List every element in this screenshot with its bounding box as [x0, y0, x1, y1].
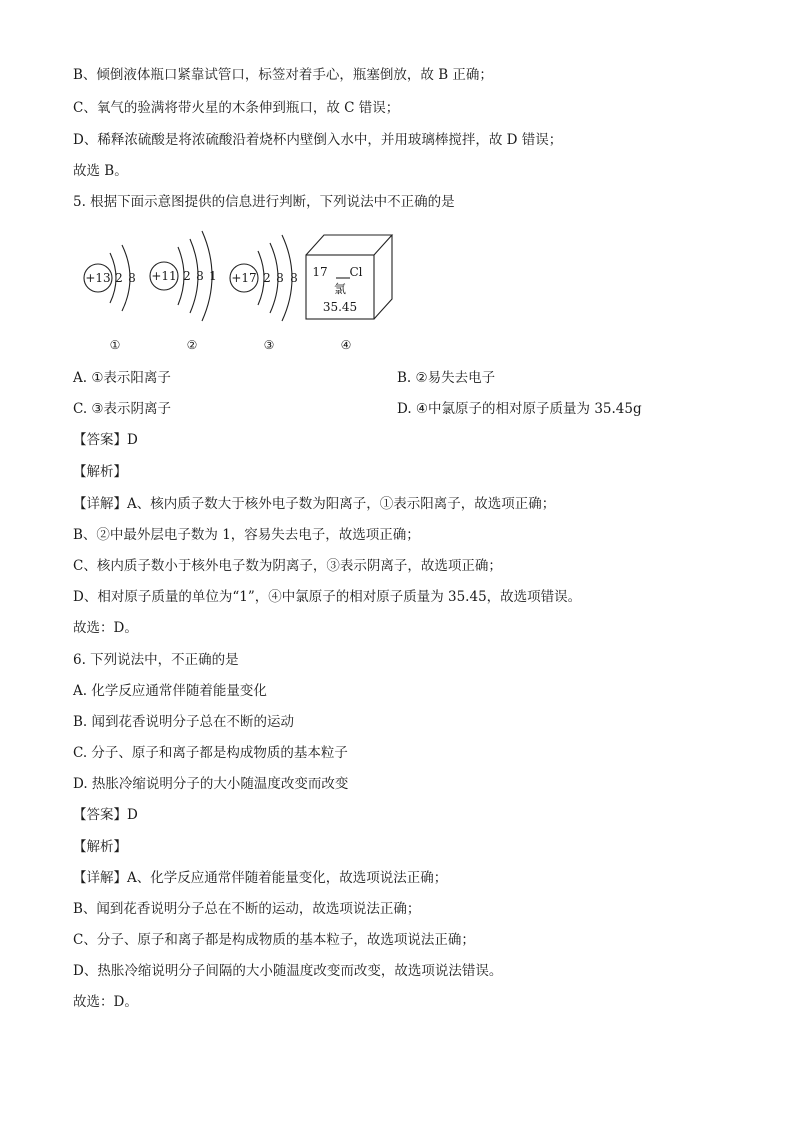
question-stem: 5. 根据下面示意图提供的信息进行判断，下列说法中不正确的是	[73, 194, 455, 210]
element-name: 氯	[333, 282, 347, 296]
text-line: C、氧气的验满将带火星的木条伸到瓶口，故 C 错误；	[73, 100, 400, 116]
option-a: A. ①表示阳离子	[73, 370, 171, 386]
shell-electrons: 8	[276, 271, 284, 285]
shell-electrons: 2	[115, 271, 123, 285]
shell-electrons: 2	[263, 271, 271, 285]
analysis-heading: 【解析】	[73, 839, 127, 855]
element-cube-top	[306, 235, 392, 255]
atomic-structure-figure	[70, 225, 410, 360]
nucleus-charge: +17	[231, 271, 257, 285]
detail-line: 【详解】A、核内质子数大于核外电子数为阳离子，①表示阳离子，故选项正确；	[73, 496, 556, 512]
detail-line: D、热胀冷缩说明分子间隔的大小随温度改变而改变，故选项说法错误。	[73, 963, 503, 979]
detail-line: 故选：D。	[73, 994, 138, 1010]
answer-line: 【答案】D	[73, 807, 138, 823]
figure-label: ②	[186, 338, 198, 352]
detail-line: 故选：D。	[73, 620, 138, 636]
detail-line: C、分子、原子和离子都是构成物质的基本粒子，故选项说法正确；	[73, 932, 475, 948]
atom-diagrams	[70, 225, 410, 360]
atomic-mass: 35.45	[322, 300, 358, 314]
figure-label: ④	[340, 338, 352, 352]
shell-electrons: 8	[128, 271, 136, 285]
option-a: A. 化学反应通常伴随着能量变化	[73, 683, 267, 699]
detail-line: B、闻到花香说明分子总在不断的运动，故选项说法正确；	[73, 901, 421, 917]
figure-label: ①	[109, 338, 121, 352]
shell-electrons: 8	[290, 271, 298, 285]
shell-electrons: 8	[196, 269, 204, 283]
text-line: B、倾倒液体瓶口紧靠试管口，标签对着手心，瓶塞倒放，故 B 正确；	[73, 67, 493, 83]
answer-line: 【答案】D	[73, 432, 138, 448]
detail-line: 【详解】A、化学反应通常伴随着能量变化，故选项说法正确；	[73, 870, 448, 886]
option-d: D. 热胀冷缩说明分子的大小随温度改变而改变	[73, 776, 349, 792]
option-c: C. 分子、原子和离子都是构成物质的基本粒子	[73, 745, 348, 761]
detail-line: B、②中最外层电子数为 1，容易失去电子，故选项正确；	[73, 527, 420, 543]
option-d: D. ④中氯原子的相对原子质量为 35.45g	[397, 401, 642, 417]
element-symbol: Cl	[349, 265, 363, 279]
element-cube-side	[374, 235, 392, 319]
analysis-heading: 【解析】	[73, 464, 127, 480]
shell-electrons: 1	[209, 269, 217, 283]
option-b: B. 闻到花香说明分子总在不断的运动	[73, 714, 295, 730]
question-stem: 6. 下列说法中，不正确的是	[73, 652, 239, 668]
text-line: 故选 B。	[73, 163, 128, 179]
figure-label: ③	[263, 338, 275, 352]
text-line: D、稀释浓硫酸是将浓硫酸沿着烧杯内壁倒入水中，并用玻璃棒搅拌，故 D 错误；	[73, 132, 563, 148]
detail-line: D、相对原子质量的单位为“1”，④中氯原子的相对原子质量为 35.45，故选项错误。	[73, 589, 582, 605]
detail-line: C、核内质子数小于核外电子数为阴离子，③表示阴离子，故选项正确；	[73, 558, 502, 574]
nucleus-charge: +11	[151, 269, 177, 283]
option-b: B. ②易失去电子	[397, 370, 496, 386]
shell-electrons: 2	[183, 269, 191, 283]
option-c: C. ③表示阴离子	[73, 401, 172, 417]
nucleus-charge: +13	[85, 271, 111, 285]
atomic-number: 17	[312, 265, 328, 279]
